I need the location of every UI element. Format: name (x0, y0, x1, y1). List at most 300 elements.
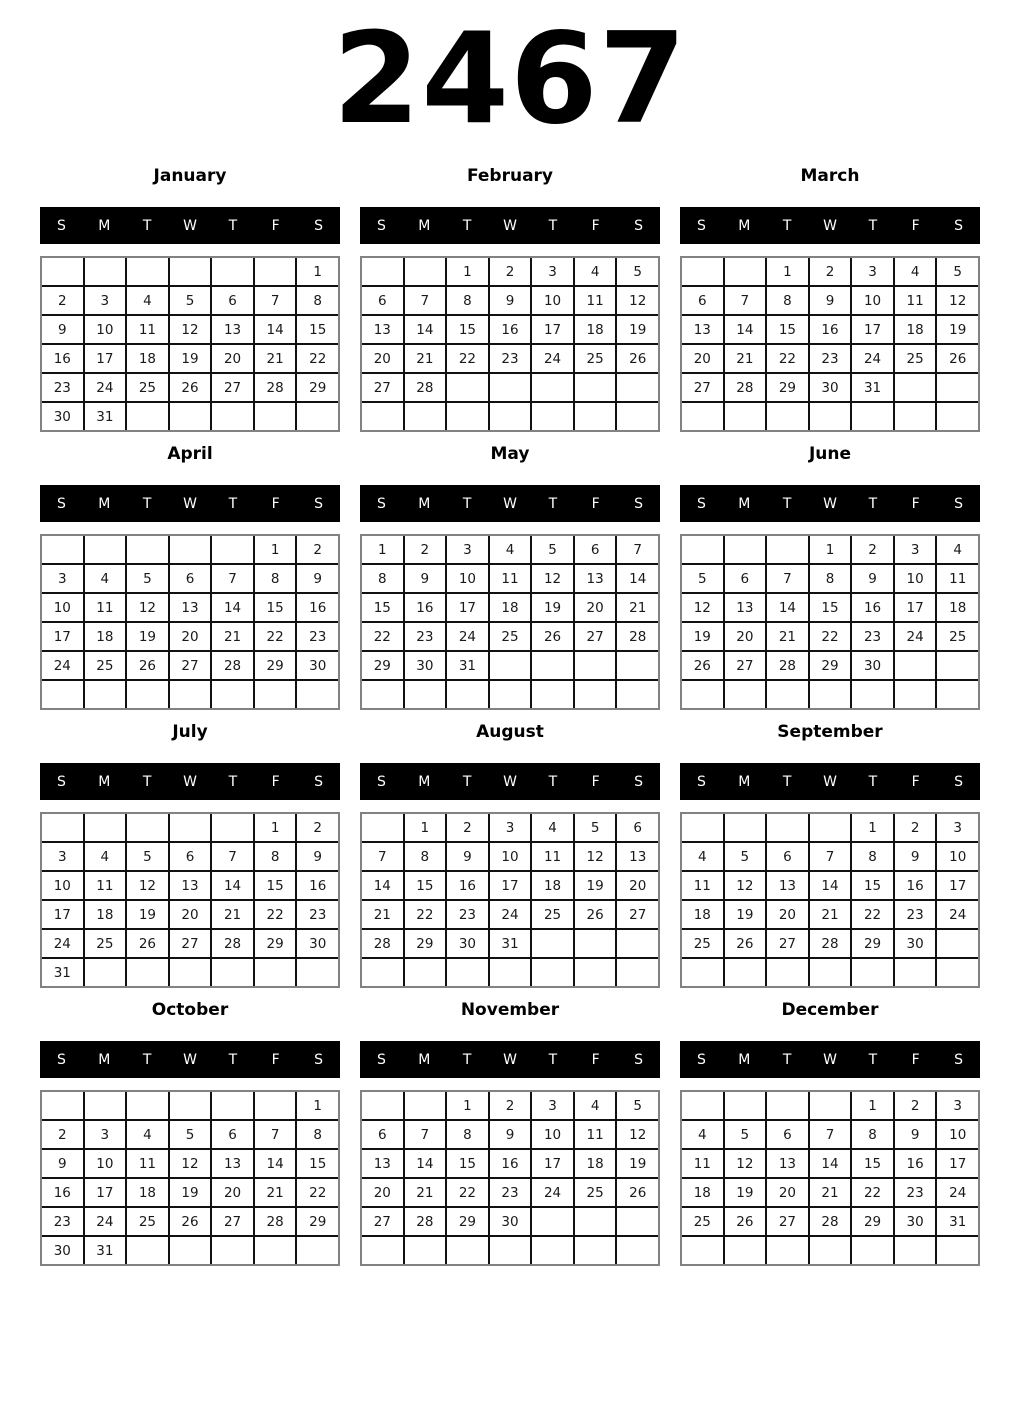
weekday-label: W (823, 1051, 837, 1068)
day-cell: 1 (297, 258, 338, 285)
day-cell-empty (617, 681, 658, 708)
weekday-label: W (503, 773, 517, 790)
day-cell: 3 (85, 287, 126, 314)
weekday-label: T (462, 773, 472, 790)
date-grid (680, 1090, 980, 1266)
day-cell: 5 (725, 1121, 766, 1148)
day-cell: 4 (532, 814, 573, 841)
day-cell: 26 (725, 930, 766, 957)
day-cell-empty (725, 536, 766, 563)
day-cell-empty (170, 536, 211, 563)
weekday-label: M (418, 1051, 431, 1068)
day-cell-empty (767, 1092, 808, 1119)
day-cell: 4 (85, 565, 126, 592)
day-cell: 30 (895, 930, 936, 957)
day-cell: 30 (490, 1208, 531, 1235)
day-cell: 1 (810, 536, 851, 563)
day-cell: 17 (895, 594, 936, 621)
day-cell: 15 (767, 316, 808, 343)
day-cell: 7 (212, 565, 253, 592)
weekday-header (360, 763, 660, 800)
day-cell: 21 (405, 1179, 446, 1206)
day-cell: 14 (810, 872, 851, 899)
day-cell: 19 (725, 901, 766, 928)
day-cell: 23 (490, 345, 531, 372)
day-cell: 31 (490, 930, 531, 957)
day-cell-empty (895, 959, 936, 986)
weekday-header (40, 207, 340, 244)
day-cell: 9 (447, 843, 488, 870)
day-cell-empty (617, 403, 658, 430)
day-cell: 25 (575, 1179, 616, 1206)
day-cell: 4 (85, 843, 126, 870)
day-cell: 16 (490, 316, 531, 343)
day-cell: 31 (447, 652, 488, 679)
day-cell: 24 (85, 374, 126, 401)
day-cell: 24 (447, 623, 488, 650)
day-cell: 4 (895, 258, 936, 285)
day-cell: 8 (297, 287, 338, 314)
day-cell-empty (682, 1237, 723, 1264)
day-cell: 8 (297, 1121, 338, 1148)
day-cell-empty (810, 403, 851, 430)
day-cell: 11 (490, 565, 531, 592)
weekday-label: T (782, 217, 792, 234)
day-cell: 24 (937, 1179, 978, 1206)
day-cell: 30 (810, 374, 851, 401)
day-cell: 6 (575, 536, 616, 563)
year-title: 2467 (332, 5, 688, 152)
day-cell: 26 (725, 1208, 766, 1235)
weekday-label: W (183, 495, 197, 512)
day-cell-empty (255, 681, 296, 708)
weekday-label: S (56, 495, 66, 512)
day-cell: 28 (617, 623, 658, 650)
day-cell-empty (767, 536, 808, 563)
day-cell: 22 (447, 1179, 488, 1206)
day-cell: 26 (575, 901, 616, 928)
day-cell: 5 (617, 258, 658, 285)
month-title: August (476, 722, 544, 742)
day-cell: 2 (447, 814, 488, 841)
day-cell: 8 (447, 287, 488, 314)
date-grid (680, 812, 980, 988)
day-cell: 1 (852, 814, 893, 841)
day-cell: 19 (170, 1179, 211, 1206)
weekday-label: S (954, 1051, 964, 1068)
day-cell: 12 (170, 1150, 211, 1177)
day-cell: 27 (575, 623, 616, 650)
day-cell: 27 (170, 930, 211, 957)
day-cell-empty (937, 930, 978, 957)
day-cell: 13 (725, 594, 766, 621)
day-cell: 24 (85, 1208, 126, 1235)
weekday-label: W (823, 217, 837, 234)
day-cell: 24 (490, 901, 531, 928)
weekday-label: F (591, 495, 600, 512)
day-cell: 30 (297, 930, 338, 957)
day-cell: 21 (362, 901, 403, 928)
day-cell: 21 (810, 901, 851, 928)
day-cell-empty (297, 959, 338, 986)
day-cell-empty (937, 374, 978, 401)
day-cell: 14 (255, 1150, 296, 1177)
day-cell: 15 (297, 1150, 338, 1177)
day-cell: 6 (617, 814, 658, 841)
day-cell-empty (297, 681, 338, 708)
day-cell: 9 (42, 316, 83, 343)
weekday-label: M (98, 1051, 111, 1068)
day-cell: 19 (682, 623, 723, 650)
day-cell: 6 (682, 287, 723, 314)
month-title: April (167, 444, 213, 464)
date-grid (680, 534, 980, 710)
date-grid (360, 256, 660, 432)
day-cell: 4 (937, 536, 978, 563)
day-cell: 17 (42, 623, 83, 650)
weekday-label: F (271, 495, 280, 512)
day-cell-empty (575, 930, 616, 957)
day-cell-empty (170, 1237, 211, 1264)
day-cell: 19 (617, 1150, 658, 1177)
day-cell: 27 (725, 652, 766, 679)
day-cell: 15 (810, 594, 851, 621)
weekday-label: T (782, 773, 792, 790)
day-cell: 6 (362, 287, 403, 314)
day-cell: 25 (85, 652, 126, 679)
day-cell-empty (532, 930, 573, 957)
day-cell: 25 (127, 1208, 168, 1235)
day-cell: 29 (767, 374, 808, 401)
weekday-label: S (696, 495, 706, 512)
day-cell: 12 (937, 287, 978, 314)
day-cell: 13 (362, 1150, 403, 1177)
date-grid (360, 534, 660, 710)
day-cell: 19 (937, 316, 978, 343)
day-cell: 29 (852, 1208, 893, 1235)
day-cell: 3 (490, 814, 531, 841)
day-cell: 21 (212, 901, 253, 928)
weekday-header (40, 763, 340, 800)
day-cell: 28 (362, 930, 403, 957)
day-cell-empty (42, 1092, 83, 1119)
day-cell: 7 (255, 287, 296, 314)
day-cell: 7 (617, 536, 658, 563)
day-cell: 27 (212, 374, 253, 401)
day-cell: 5 (617, 1092, 658, 1119)
day-cell: 2 (405, 536, 446, 563)
day-cell-empty (937, 959, 978, 986)
day-cell: 11 (682, 872, 723, 899)
day-cell: 5 (937, 258, 978, 285)
day-cell: 6 (725, 565, 766, 592)
weekday-label: S (376, 217, 386, 234)
day-cell: 17 (447, 594, 488, 621)
day-cell: 29 (810, 652, 851, 679)
month-title: June (808, 444, 852, 464)
day-cell: 21 (255, 1179, 296, 1206)
day-cell-empty (575, 374, 616, 401)
day-cell: 20 (362, 345, 403, 372)
day-cell: 3 (937, 814, 978, 841)
day-cell: 14 (405, 1150, 446, 1177)
day-cell: 18 (127, 1179, 168, 1206)
day-cell-empty (575, 403, 616, 430)
weekday-label: T (782, 495, 792, 512)
day-cell-empty (725, 258, 766, 285)
day-cell: 12 (617, 287, 658, 314)
day-cell: 25 (682, 1208, 723, 1235)
weekday-label: M (98, 217, 111, 234)
day-cell-empty (362, 403, 403, 430)
day-cell: 10 (532, 1121, 573, 1148)
day-cell: 12 (170, 316, 211, 343)
day-cell-empty (767, 403, 808, 430)
month-title: December (781, 1000, 879, 1020)
day-cell-empty (212, 1092, 253, 1119)
day-cell: 3 (937, 1092, 978, 1119)
day-cell: 19 (617, 316, 658, 343)
weekday-label: S (314, 217, 324, 234)
day-cell-empty (532, 959, 573, 986)
day-cell: 1 (405, 814, 446, 841)
day-cell: 30 (42, 403, 83, 430)
weekday-label: F (591, 1051, 600, 1068)
day-cell-empty (490, 1237, 531, 1264)
day-cell: 30 (297, 652, 338, 679)
day-cell-empty (170, 681, 211, 708)
day-cell: 13 (212, 316, 253, 343)
calendar (0, 152, 1020, 1266)
day-cell-empty (127, 959, 168, 986)
day-cell-empty (405, 1237, 446, 1264)
day-cell: 17 (85, 1179, 126, 1206)
day-cell-empty (575, 652, 616, 679)
day-cell: 15 (255, 594, 296, 621)
weekday-label: S (376, 495, 386, 512)
day-cell: 24 (42, 652, 83, 679)
month-january (40, 166, 340, 432)
weekday-label: F (911, 495, 920, 512)
day-cell-empty (725, 814, 766, 841)
day-cell: 21 (212, 623, 253, 650)
day-cell: 11 (127, 1150, 168, 1177)
day-cell-empty (297, 1237, 338, 1264)
day-cell-empty (895, 681, 936, 708)
weekday-label: S (376, 1051, 386, 1068)
day-cell: 11 (127, 316, 168, 343)
day-cell: 28 (255, 374, 296, 401)
day-cell: 19 (575, 872, 616, 899)
day-cell: 4 (575, 258, 616, 285)
day-cell-empty (212, 403, 253, 430)
weekday-label: F (911, 773, 920, 790)
day-cell: 28 (725, 374, 766, 401)
day-cell: 8 (852, 1121, 893, 1148)
day-cell: 2 (42, 1121, 83, 1148)
day-cell: 11 (895, 287, 936, 314)
day-cell: 18 (85, 901, 126, 928)
day-cell: 3 (447, 536, 488, 563)
weekday-header (360, 1041, 660, 1078)
day-cell: 10 (937, 1121, 978, 1148)
day-cell: 13 (617, 843, 658, 870)
day-cell-empty (42, 258, 83, 285)
day-cell-empty (405, 258, 446, 285)
day-cell-empty (362, 1092, 403, 1119)
day-cell: 18 (895, 316, 936, 343)
day-cell: 3 (852, 258, 893, 285)
weekday-label: S (696, 217, 706, 234)
weekday-header (360, 207, 660, 244)
day-cell: 3 (895, 536, 936, 563)
day-cell: 14 (212, 594, 253, 621)
day-cell-empty (127, 403, 168, 430)
day-cell-empty (170, 959, 211, 986)
day-cell: 24 (532, 345, 573, 372)
day-cell: 16 (297, 594, 338, 621)
day-cell: 19 (532, 594, 573, 621)
weekday-header (680, 485, 980, 522)
day-cell-empty (767, 1237, 808, 1264)
day-cell-empty (810, 681, 851, 708)
day-cell-empty (255, 1237, 296, 1264)
day-cell: 18 (682, 1179, 723, 1206)
day-cell: 23 (810, 345, 851, 372)
day-cell: 12 (617, 1121, 658, 1148)
weekday-label: M (98, 773, 111, 790)
day-cell: 1 (255, 536, 296, 563)
day-cell-empty (532, 374, 573, 401)
day-cell: 14 (725, 316, 766, 343)
day-cell: 22 (297, 345, 338, 372)
day-cell: 24 (895, 623, 936, 650)
day-cell: 20 (170, 901, 211, 928)
day-cell: 22 (852, 901, 893, 928)
day-cell: 23 (852, 623, 893, 650)
day-cell: 24 (42, 930, 83, 957)
day-cell: 10 (85, 1150, 126, 1177)
day-cell: 24 (852, 345, 893, 372)
weekday-label: W (183, 1051, 197, 1068)
day-cell-empty (42, 681, 83, 708)
day-cell: 10 (447, 565, 488, 592)
day-cell: 28 (405, 374, 446, 401)
day-cell-empty (127, 814, 168, 841)
day-cell: 31 (85, 403, 126, 430)
day-cell: 6 (767, 843, 808, 870)
day-cell: 10 (852, 287, 893, 314)
day-cell: 27 (767, 1208, 808, 1235)
day-cell: 15 (297, 316, 338, 343)
day-cell: 6 (767, 1121, 808, 1148)
day-cell: 20 (212, 1179, 253, 1206)
day-cell: 17 (42, 901, 83, 928)
day-cell: 27 (767, 930, 808, 957)
day-cell: 11 (937, 565, 978, 592)
day-cell: 26 (682, 652, 723, 679)
day-cell: 2 (297, 814, 338, 841)
day-cell: 9 (490, 287, 531, 314)
day-cell: 4 (127, 287, 168, 314)
day-cell: 18 (85, 623, 126, 650)
day-cell-empty (575, 1208, 616, 1235)
day-cell: 21 (405, 345, 446, 372)
month-july (40, 722, 340, 988)
day-cell: 27 (362, 1208, 403, 1235)
day-cell: 22 (362, 623, 403, 650)
day-cell: 22 (297, 1179, 338, 1206)
date-grid (40, 256, 340, 432)
day-cell-empty (85, 681, 126, 708)
day-cell-empty (127, 1237, 168, 1264)
day-cell: 10 (937, 843, 978, 870)
day-cell: 16 (852, 594, 893, 621)
day-cell-empty (255, 959, 296, 986)
day-cell: 16 (447, 872, 488, 899)
day-cell: 7 (767, 565, 808, 592)
day-cell: 17 (532, 1150, 573, 1177)
day-cell: 10 (532, 287, 573, 314)
day-cell: 25 (85, 930, 126, 957)
day-cell: 28 (255, 1208, 296, 1235)
day-cell: 27 (617, 901, 658, 928)
day-cell: 10 (42, 872, 83, 899)
date-grid (360, 1090, 660, 1266)
day-cell: 21 (810, 1179, 851, 1206)
day-cell: 14 (362, 872, 403, 899)
day-cell: 12 (725, 1150, 766, 1177)
day-cell: 1 (297, 1092, 338, 1119)
weekday-label: S (56, 217, 66, 234)
day-cell-empty (362, 1237, 403, 1264)
weekday-label: T (142, 495, 152, 512)
day-cell-empty (170, 1092, 211, 1119)
month-june (680, 444, 980, 710)
day-cell: 5 (682, 565, 723, 592)
weekday-header (680, 763, 980, 800)
day-cell: 29 (405, 930, 446, 957)
day-cell: 26 (170, 1208, 211, 1235)
day-cell: 23 (42, 1208, 83, 1235)
day-cell: 28 (767, 652, 808, 679)
day-cell: 14 (617, 565, 658, 592)
weekday-label: S (696, 773, 706, 790)
day-cell-empty (617, 652, 658, 679)
weekday-label: T (548, 495, 558, 512)
day-cell: 18 (532, 872, 573, 899)
day-cell: 5 (532, 536, 573, 563)
day-cell: 7 (362, 843, 403, 870)
weekday-label: T (142, 217, 152, 234)
day-cell: 29 (255, 652, 296, 679)
day-cell: 11 (85, 594, 126, 621)
day-cell-empty (212, 1237, 253, 1264)
day-cell: 23 (490, 1179, 531, 1206)
month-february (360, 166, 660, 432)
day-cell-empty (490, 374, 531, 401)
day-cell: 12 (682, 594, 723, 621)
day-cell-empty (532, 681, 573, 708)
day-cell-empty (617, 1237, 658, 1264)
month-august (360, 722, 660, 988)
day-cell: 11 (682, 1150, 723, 1177)
day-cell-empty (810, 1092, 851, 1119)
weekday-header (40, 1041, 340, 1078)
day-cell-empty (127, 536, 168, 563)
day-cell-empty (490, 403, 531, 430)
weekday-label: T (782, 1051, 792, 1068)
